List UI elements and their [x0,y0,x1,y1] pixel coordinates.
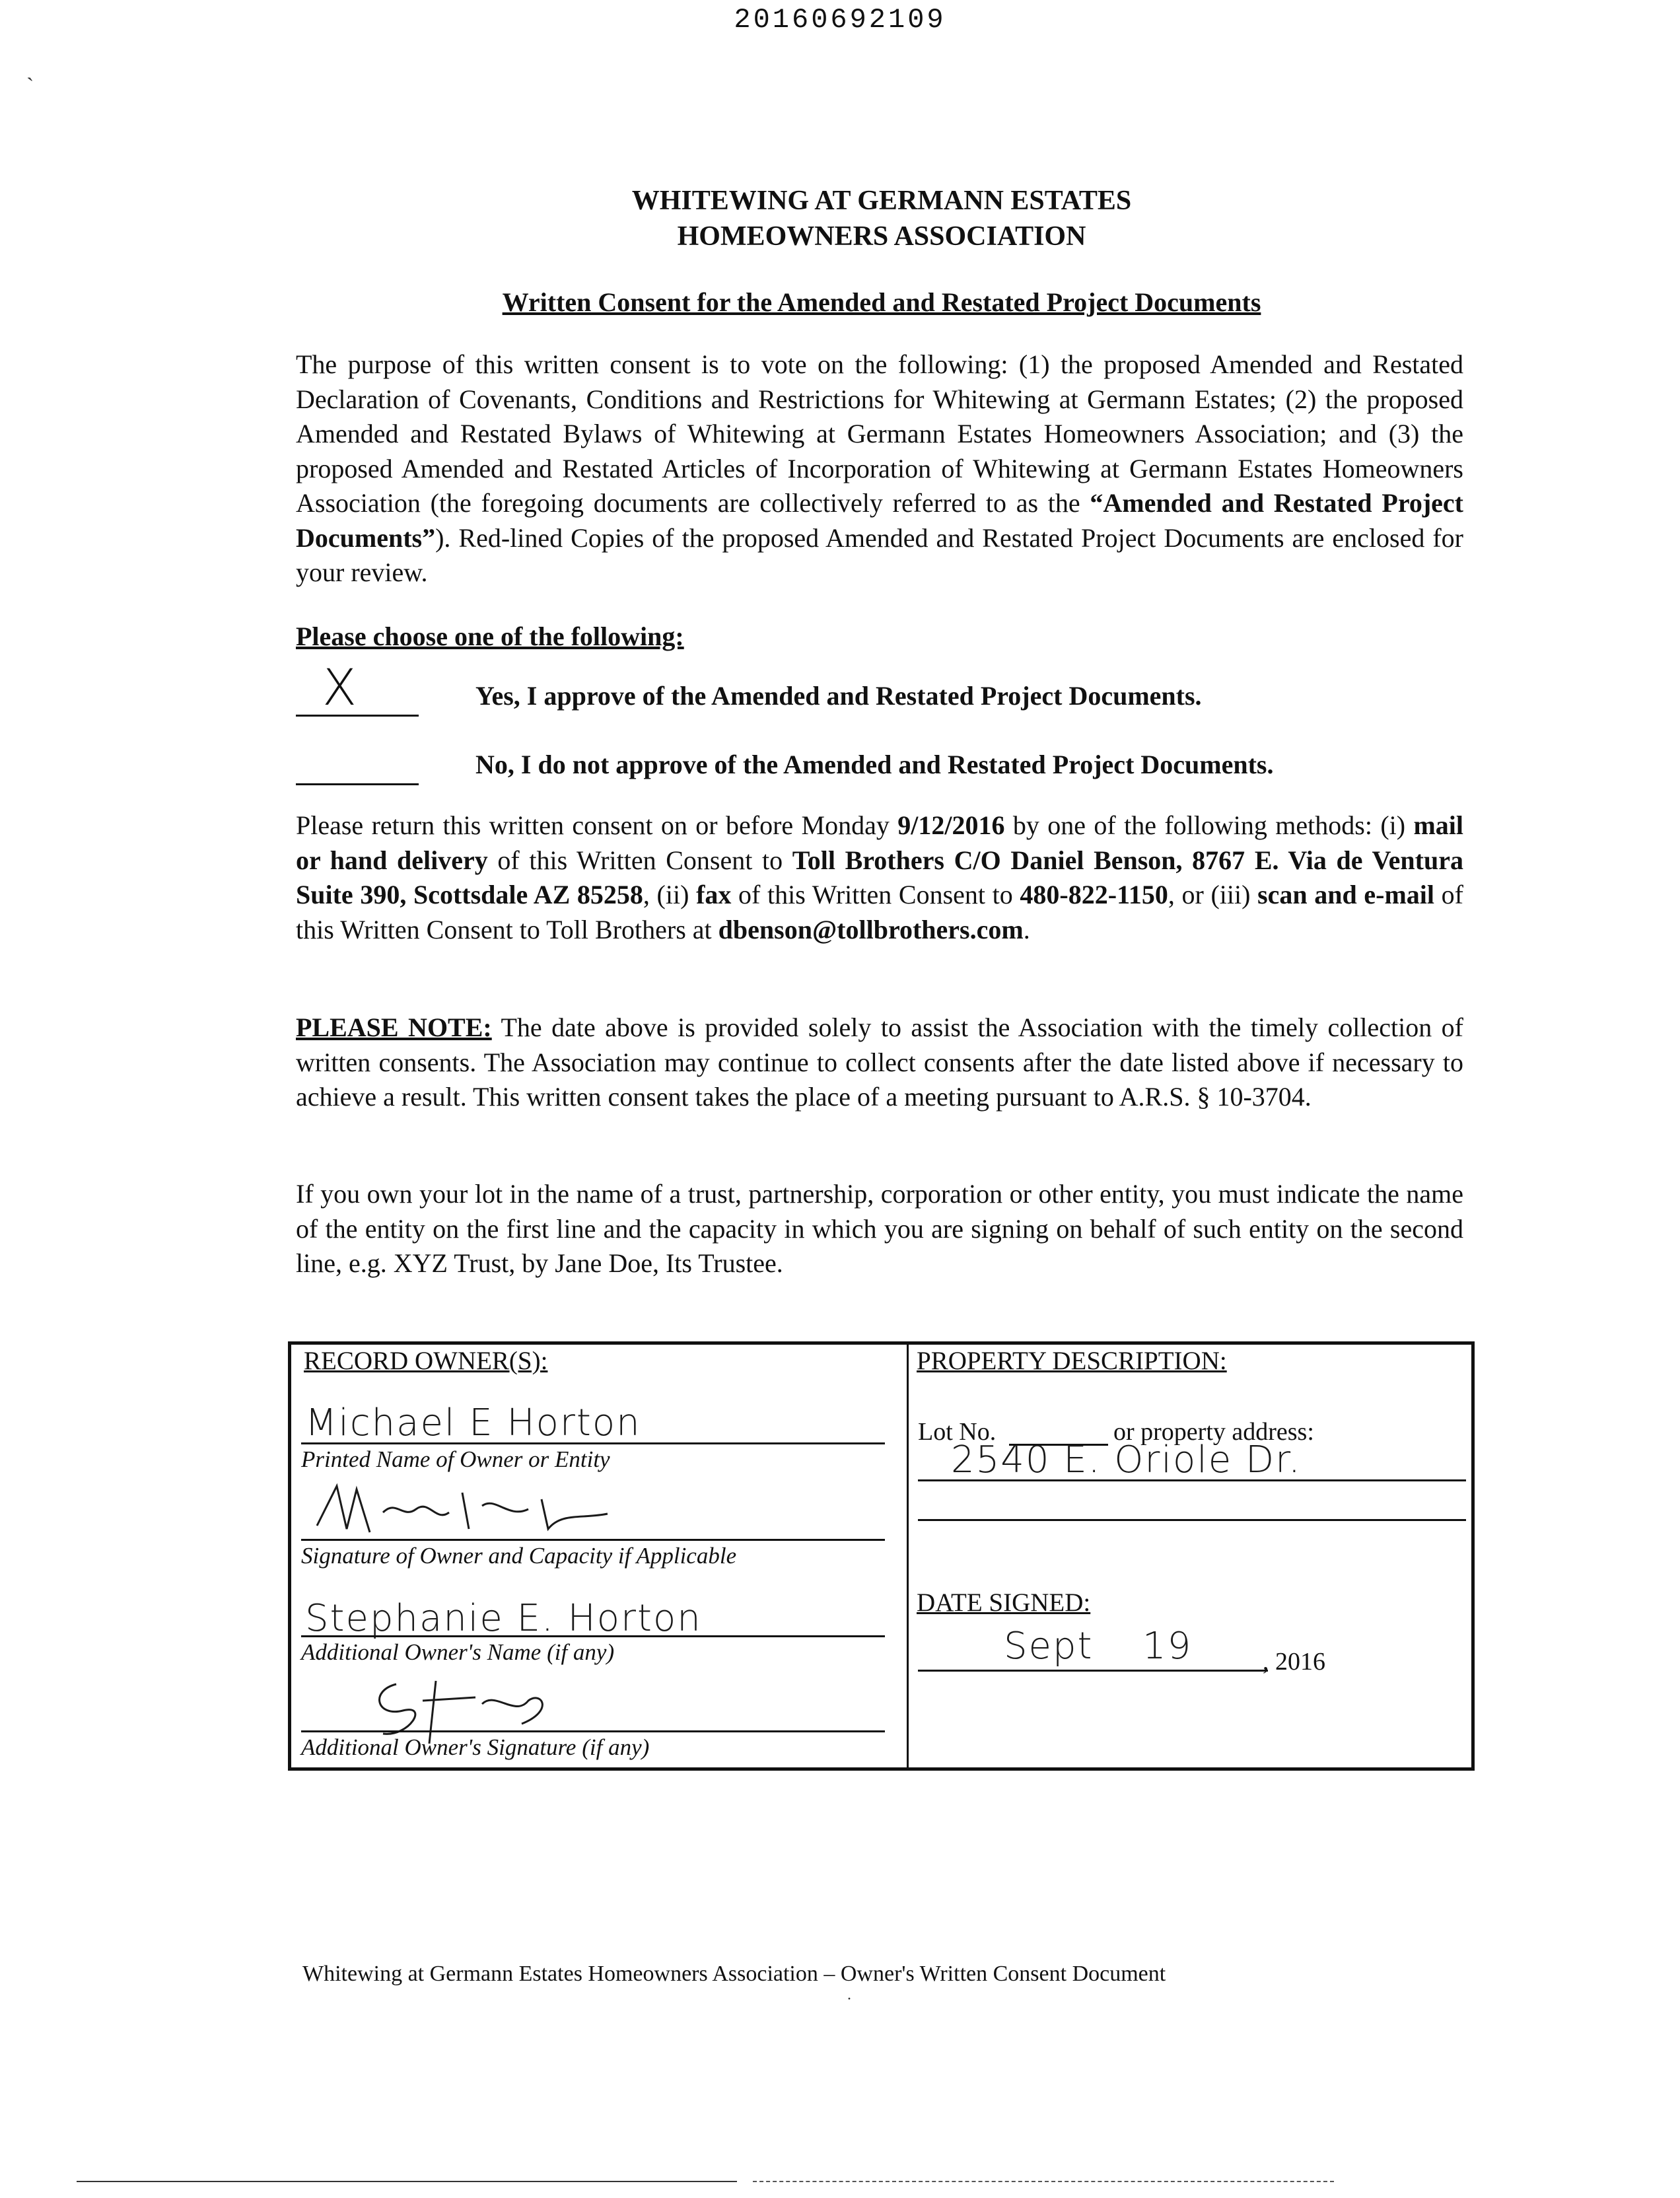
method-fax: fax [696,880,732,909]
scan-dot: · [847,1991,852,2008]
return-text-2: by one of the following methods: (i) [1004,810,1414,840]
additional-name-handwritten[interactable]: Stephanie E. Horton [305,1597,702,1640]
method-email: scan and e-mail [1257,880,1435,909]
please-note-body: The date above is provided solely to assist the Association with the timely collection of written consents. The Association may continue to collect consents after the date listed above if necessary to achieve a result. This written consent takes the place of a meeting pursuant to A.R.S. § 10-3704. [296,1012,1463,1112]
no-blank-line[interactable] [296,783,419,785]
owner-signature-line [301,1539,885,1541]
date-signed-heading: DATE SIGNED: [917,1588,1091,1617]
date-day-handwritten[interactable]: 19 [1142,1625,1193,1668]
property-description-heading: PROPERTY DESCRIPTION: [917,1347,1227,1375]
purpose-text-1: The purpose of this written consent is to vote on the following: (1) the proposed Amended and Restated Declaration of Covenants, Conditions and Restrictions for Whitewing at Germann Estates; (2) the proposed Amended and Restated Bylaws of Whitewing at Germann Estates Homeowners Association; and (3) the proposed Amended and Restated Articles of Incorporation of Whitewing at Germann Estates Homeowners Association (the foregoing documents are collectively referred to as the [296,349,1463,518]
please-note-paragraph [296,1010,1463,1115]
return-instructions [296,808,1463,947]
date-month-handwritten[interactable]: Sept [1004,1625,1094,1668]
printed-name-line [301,1442,885,1444]
yes-blank-line[interactable] [296,715,419,717]
printed-name-handwritten[interactable]: Michael E Horton [305,1401,641,1444]
additional-signature-line [301,1730,885,1732]
date-line [918,1670,1268,1672]
title-line-2: HOMEOWNERS ASSOCIATION [677,221,1086,252]
record-owner-heading: RECORD OWNER(S): [304,1347,548,1375]
return-text-5: of this Written Consent to [731,880,1020,909]
yes-x-mark: X [322,658,357,717]
fax-number: 480-822-1150 [1020,880,1168,909]
scan-artifact-line-1 [77,2181,737,2182]
return-text-1: Please return this written consent on or before Monday [296,810,898,840]
method-mail: mail or hand delivery [296,810,1463,875]
date-year: , 2016 [1263,1648,1325,1676]
return-text-3: of this Written Consent to [487,845,792,875]
owner-signature-image[interactable] [310,1473,627,1545]
property-address-line-2 [918,1519,1466,1521]
scan-mark: ˏ [26,57,34,81]
table-divider [907,1341,909,1771]
return-text-4: , (ii) [643,880,697,909]
defined-term: “Amended and Restated Project Documents” [296,488,1463,553]
return-text-6: , or (iii) [1168,880,1258,909]
page-footer: Whitewing at Germann Estates Homeowners Association – Owner's Written Consent Document [302,1962,1166,1986]
email-address: dbenson@tollbrothers.com [718,914,1024,944]
owner-signature-caption: Signature of Owner and Capacity if Applicable [301,1543,737,1569]
lot-number-label: Lot No. [918,1418,997,1446]
choose-heading: Please choose one of the following: [296,621,684,651]
yes-option-label: Yes, I approve of the Amended and Restated Project Documents. [475,681,1202,711]
property-address-handwritten[interactable]: 2540 E. Oriole Dr. [951,1438,1302,1481]
property-address-label: or property address: [1113,1418,1314,1446]
mailing-address: Toll Brothers C/O Daniel Benson, 8767 E. Via de Ventura Suite 390, Scottsdale AZ 85258 [296,845,1463,909]
entity-paragraph: If you own your lot in the name of a trust, partnership, corporation or other entity, you must indicate the name of the entity on the first line and the capacity in which you are signing on behalf of such entity on the second line, e.g. XYZ Trust, by Jane Doe, Its Trustee. [296,1179,1463,1278]
additional-name-line [301,1635,885,1637]
document-subtitle: Written Consent for the Amended and Restated Project Documents [502,287,1261,317]
printed-name-caption: Printed Name of Owner or Entity [301,1446,610,1472]
return-deadline: 9/12/2016 [897,810,1005,840]
purpose-text-2: ). Red-lined Copies of the proposed Amended and Restated Project Documents are enclosed for your review. [296,522,1463,587]
please-note-heading: PLEASE NOTE: [296,1012,492,1042]
title-line-1: WHITEWING AT GERMANN ESTATES [631,186,1132,216]
return-text-7: of this Written Consent to Toll Brothers at [296,880,1464,944]
scan-artifact-line-2 [753,2181,1334,2182]
property-address-line-1 [918,1479,1466,1481]
purpose-paragraph [296,347,1463,590]
return-text-8: . [1023,914,1030,944]
document-number: 20160692109 [734,4,946,36]
no-option-label: No, I do not approve of the Amended and Restated Project Documents. [475,750,1274,779]
additional-signature-caption: Additional Owner's Signature (if any) [301,1734,650,1760]
additional-name-caption: Additional Owner's Name (if any) [301,1639,615,1665]
